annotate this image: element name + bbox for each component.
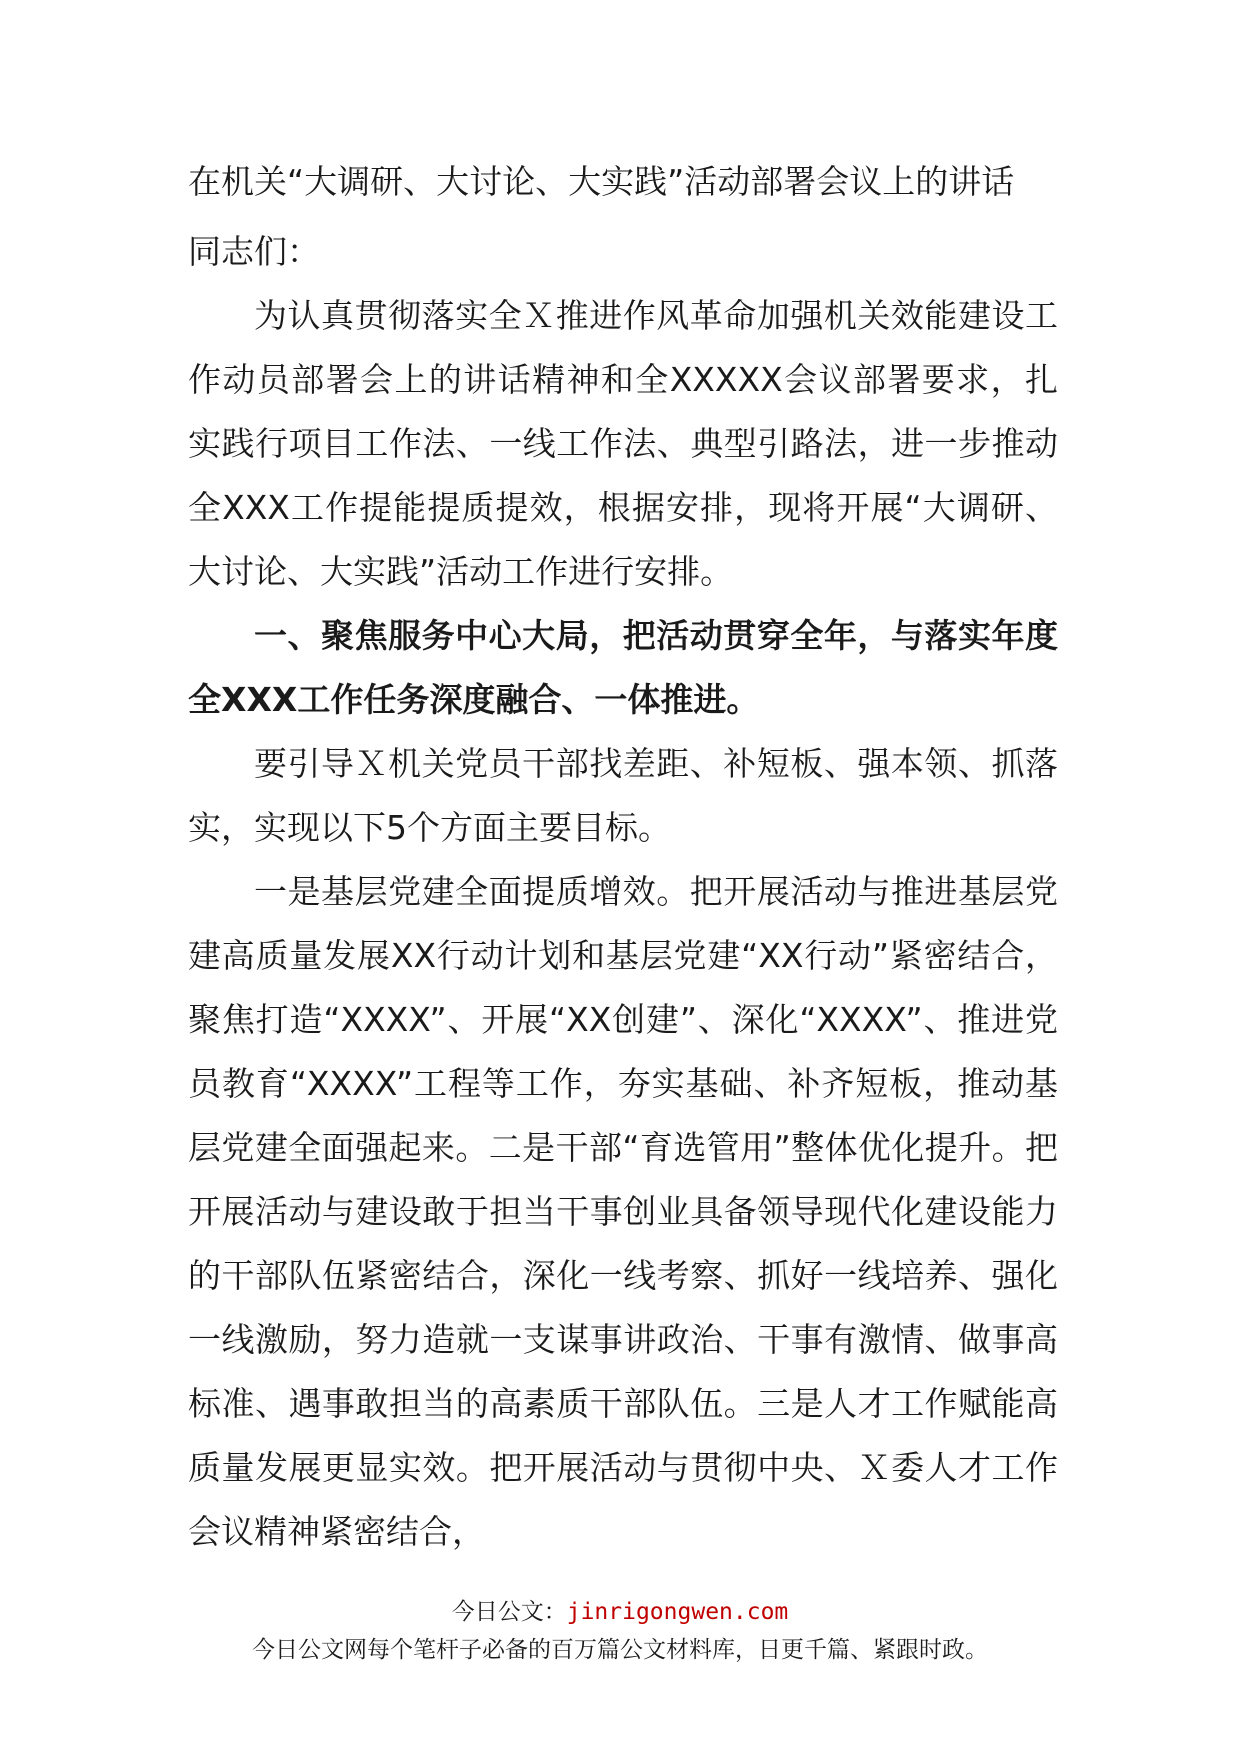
greeting: 同志们： bbox=[188, 232, 320, 271]
footer-tagline: 今日公文网每个笔杆子必备的百万篇公文材料库，日更千篇、紧跟时政。 bbox=[252, 1637, 988, 1663]
footer-url-link[interactable]: jinrigongwen.com bbox=[566, 1599, 789, 1625]
footer-label: 今日公文： bbox=[451, 1599, 567, 1625]
paragraph: 一是基层党建全面提质增效。把开展活动与推进基层党建高质量发展XX行动计划和基层党建“XX行动”紧密结合，聚焦打造“XXXX”、开展“XX创建”、深化“XXXX”、推进党员教育“XXXX”工程等工作，夯实基础、补齐短板，推动基层党建全面强起来。二是干部“育选管用”整体优化提升。把开展活动与建设敢于担当干事创业具备领导现代化建设能力的干部队伍紧密结合，深化一线考察、抓好一线培养、强化一线激励，努力造就一支谋事讲政治、干事有激情、做事高标准、遇事敢担当的高素质干部队伍。三是人才工作赋能高质量发展更显实效。把开展活动与贯彻中央、Ｘ委人才工作会议精神紧密结合， bbox=[188, 872, 1058, 1551]
footer-site-line bbox=[0, 1594, 1240, 1630]
paragraph: 为认真贯彻落实全Ｘ推进作风革命加强机关效能建设工作动员部署会上的讲话精神和全XXXXX会议部署要求，扎实践行项目工作法、一线工作法、典型引路法，进一步推动全XXX工作提能提质提效，根据安排，现将开展“大调研、大讨论、大实践”活动工作进行安排。 bbox=[188, 296, 1058, 591]
paragraph: 要引导Ｘ机关党员干部找差距、补短板、强本领、抓落实，实现以下5个方面主要目标。 bbox=[188, 744, 1058, 847]
document-title: 在机关“大调研、大讨论、大实践”活动部署会议上的讲话 bbox=[188, 162, 1015, 201]
document-body bbox=[188, 150, 1058, 1564]
section-heading: 一、聚焦服务中心大局，把活动贯穿全年，与落实年度全XXX工作任务深度融合、一体推进。 bbox=[188, 616, 1058, 719]
paragraph-list bbox=[188, 284, 1058, 1564]
